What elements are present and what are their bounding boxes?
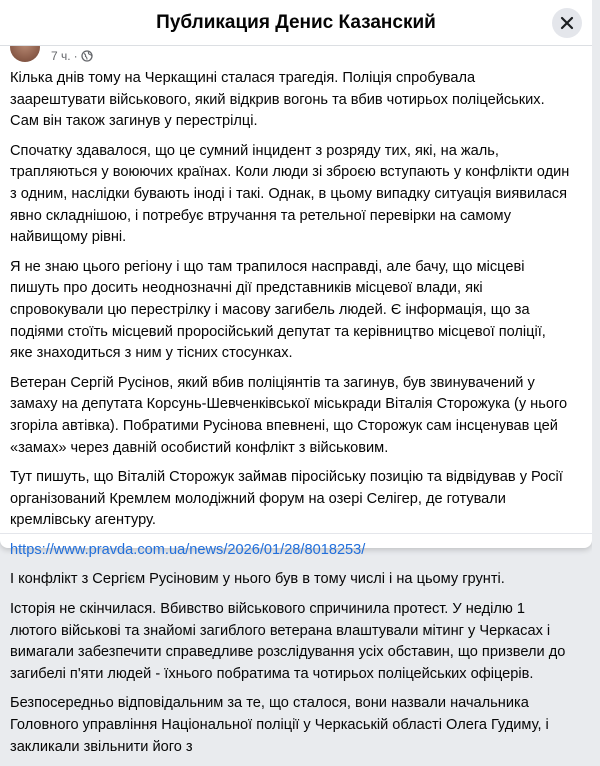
close-button[interactable] xyxy=(552,8,582,38)
post-paragraph: Ветеран Сергій Русінов, який вбив поліціянтів та загинув, був звинувачений у замаху на депутата Корсунь-Шевченківської міськради Віталія Сторожука (у нього згоріла автівка). Побратими Русінова впевнені, що Сторожук сам інсценував цей «замах» через давній особистий конфлікт з військовим. xyxy=(10,374,568,456)
post-paragraph: Історія не скінчилася. Вбивство військового спричинила протест. У неділю 1 лютого військові та знайомі загиблого ветерана влаштували мітинг у Черкасах і вимагали забезпечити справедливе розслідування усіх обставин, що призвели до загибелі п'яти людей - їхнього побратима та чотирьох поліцейських офіцерів. xyxy=(10,601,566,682)
post-paragraph: Я не знаю цього регіону і що там трапилося насправді, але бачу, що місцеві пишуть про досить неоднозначні дії представників місцевої влади, які спровокували цю перестрілку і масову загибель людей. Є інформація, що за подіями стоїть місцевий проросійський депутат та керівництво місцевої поліції, яке знаходиться з ним у тісних стосунках. xyxy=(10,258,546,362)
article-link[interactable]: https://www.pravda.com.ua/news/2026/01/28/8018253/ xyxy=(10,541,366,558)
modal-header xyxy=(0,0,592,46)
post-paragraph: І конфлікт з Сергієм Русіновим у нього був в тому числі і на цьому грунті. xyxy=(10,571,505,588)
page-scrollbar[interactable] xyxy=(592,0,600,552)
post-content xyxy=(10,68,570,766)
post-paragraph: Спочатку здавалося, що це сумний інцидент з розряду тих, які, на жаль, трапляються у воюючих країнах. Коли люди зі зброєю вступають у конфлікти один з одним, наслідки бувають іноді і такі. Однак, в цьому випадку ситуація виявилася явно складнішою, і потребує втручання та ретельної перевірки на самому найвищому рівні. xyxy=(10,142,570,246)
separator: · xyxy=(73,49,78,63)
post-paragraph: Кілька днів тому на Черкащині сталася трагедія. Поліція спробувала заарештувати військового, який відкрив вогонь та вбив чотирьох поліцейських. Сам він також загинув у перестрілці. xyxy=(10,70,545,130)
post-timestamp[interactable] xyxy=(51,49,93,63)
modal-title: Публикация Денис Казанский xyxy=(156,12,436,33)
post-body[interactable] xyxy=(0,46,592,755)
time-text: 7 ч. xyxy=(51,49,71,63)
globe-icon xyxy=(81,50,93,62)
link-paragraph xyxy=(10,540,570,562)
post-paragraph: Безпосередньо відповідальним за те, що сталося, вони назвали начальника Головного управління Національної поліції у Черкаській області Олега Гудиму, і закликали звільнити його з xyxy=(10,695,549,755)
close-icon xyxy=(560,16,574,30)
post-paragraph: Тут пишуть, що Віталій Сторожук займав піросійську позицію та відвідував у Росії організований Кремлем молодіжний форум на озері Селігер, де готували кремлівську агентуру. xyxy=(10,469,563,529)
footer-divider xyxy=(0,533,592,534)
